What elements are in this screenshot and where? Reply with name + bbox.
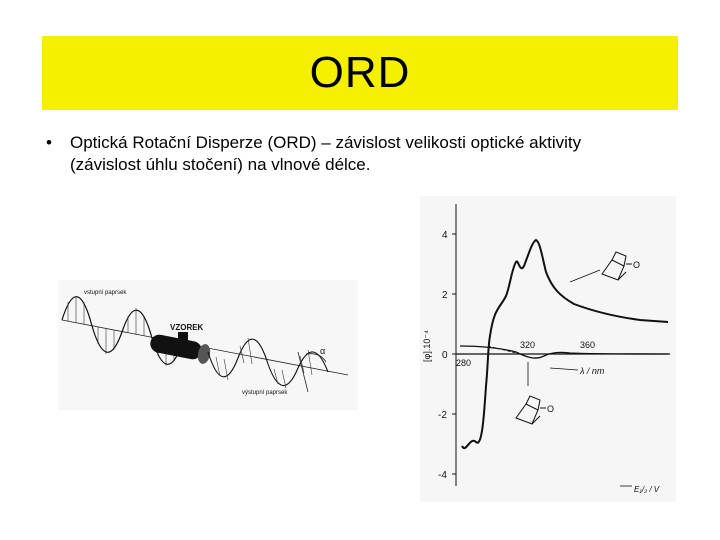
x-tick-label-320: 320 [520, 340, 536, 350]
output-beam-label: výstupní paprsek [242, 390, 288, 396]
bullet-text [70, 132, 690, 176]
y-tick-label-4: 4 [442, 230, 448, 241]
x-axis-label: λ / nm [580, 366, 605, 376]
slide-title: ORD [309, 48, 411, 97]
bullet-text-line-1: Optická Rotační Disperze (ORD) – závislost velikosti optické aktivity [70, 133, 582, 152]
molecule-upper-label: O [633, 260, 641, 270]
bullet-marker: • [46, 133, 52, 152]
molecule-lower-label: O [547, 404, 555, 414]
x-tick-label-280: 280 [456, 358, 472, 368]
incident-beam-label: vstupní paprsek [84, 290, 127, 296]
figure-left-background [58, 280, 358, 410]
y-tick-label-neg2: -2 [438, 410, 447, 421]
y-tick-label-neg4: -4 [438, 470, 447, 481]
y-tick-label-0: 0 [442, 350, 448, 361]
x-tick-label-360: 360 [580, 340, 596, 350]
title-bar [42, 36, 678, 110]
figure-right-background [420, 196, 676, 502]
rotation-angle-label: α [320, 346, 326, 356]
bullet-text-line-2: (závislost úhlu stočení) na vlnové délce. [70, 155, 371, 174]
y-axis-label: [φ].10⁻⁴ [422, 330, 432, 362]
ord-curve-plot [420, 196, 676, 502]
bottom-axis-label: E₁/₂ / V [634, 485, 660, 494]
sample-label: VZOREK [170, 323, 204, 332]
optical-rotation-diagram [58, 280, 358, 410]
y-tick-label-2: 2 [442, 290, 448, 301]
